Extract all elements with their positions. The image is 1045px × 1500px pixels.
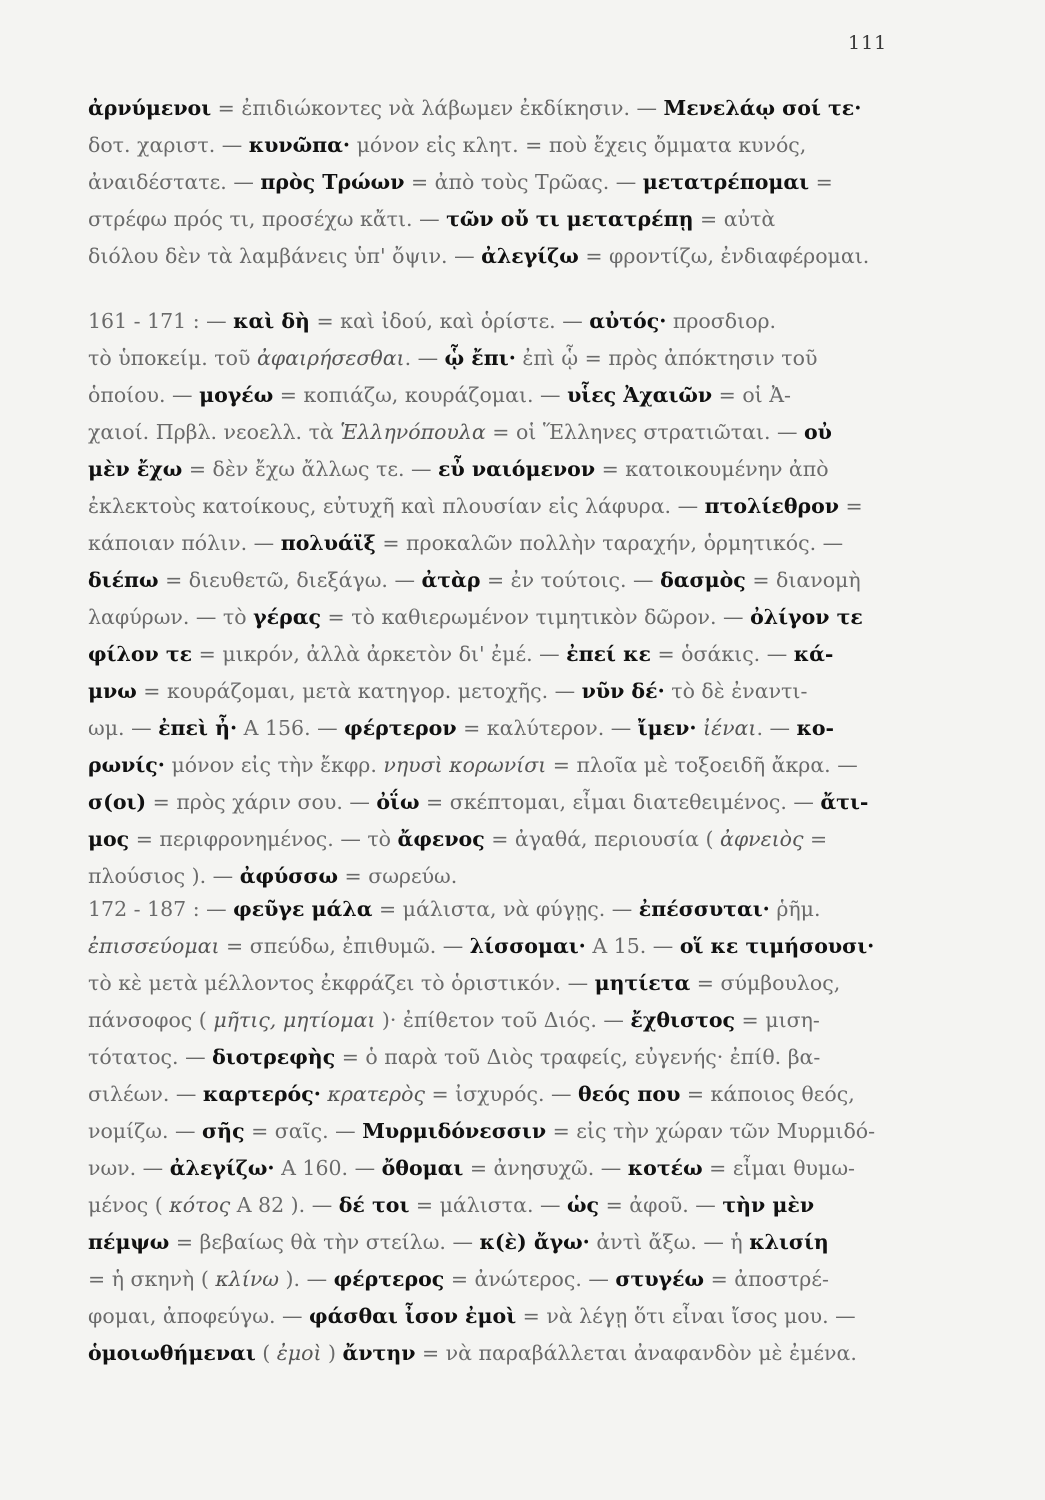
gloss-text: = κουράζομαι, μετὰ κατηγορ. μετοχῆς. — xyxy=(136,679,582,703)
lemma-term: ἐπεί κε xyxy=(566,642,651,666)
gloss-text: = xyxy=(803,827,828,851)
lemma-term: ἀτὰρ xyxy=(421,568,481,592)
gloss-text: δοτ. χαριστ. — xyxy=(88,133,249,157)
gloss-text: = πλοῖα μὲ τοξοειδῆ ἄκρα. — xyxy=(546,753,858,777)
commentary-paragraph-1 xyxy=(88,90,918,275)
gloss-text: μένος ( xyxy=(88,1193,170,1217)
text-line xyxy=(88,784,918,821)
gloss-text: = ἀποστρέ- xyxy=(704,1267,829,1291)
text-line xyxy=(88,1261,918,1298)
italic-term: ἐμοὶ xyxy=(276,1341,322,1365)
gloss-text: = δὲν ἔχω ἄλλως τε. — xyxy=(182,457,439,481)
lemma-term: κ(ὲ) ἄγω· xyxy=(479,1230,590,1254)
lemma-term: θεός που xyxy=(578,1082,681,1106)
gloss-text: = διανομὴ xyxy=(745,568,861,592)
lemma-term: φίλον τε xyxy=(88,642,193,666)
lemma-term: καρτερός· xyxy=(202,1082,321,1106)
gloss-text: = ἀφοῦ. — xyxy=(599,1193,723,1217)
gloss-text: = σκέπτομαι, εἶμαι διατεθειμένος. — xyxy=(419,790,821,814)
lemma-term: τὴν μὲν xyxy=(722,1193,815,1217)
gloss-text: = φροντίζω, ἐνδιαφέρομαι. xyxy=(578,244,870,268)
text-line xyxy=(88,1113,918,1150)
lemma-term: ὁμοιωθήμεναι xyxy=(88,1341,256,1365)
gloss-text: . — xyxy=(404,346,445,370)
lemma-term: ὀλίγον τε xyxy=(750,605,863,629)
lemma-term: πολυάϊξ xyxy=(280,531,376,555)
lemma-term: διοτρεφὴς xyxy=(212,1045,336,1069)
text-line xyxy=(88,303,918,340)
italic-term: ἀφνειὸς xyxy=(719,827,804,851)
gloss-text: = αὐτὰ xyxy=(693,207,776,231)
text-line xyxy=(88,525,918,562)
lemma-term: ἄτι- xyxy=(820,790,869,814)
gloss-text: = μιση- xyxy=(735,1008,820,1032)
lemma-term: σῆς xyxy=(202,1119,245,1143)
gloss-text: = καλύτερον. — xyxy=(456,716,638,740)
gloss-text: πάνσοφος ( xyxy=(88,1008,214,1032)
gloss-text: τὸ ὑποκείμ. τοῦ xyxy=(88,346,257,370)
gloss-text: Α 82 ). — xyxy=(230,1193,339,1217)
gloss-text: = ἰσχυρός. — xyxy=(424,1082,578,1106)
gloss-text: νων. — xyxy=(88,1156,170,1180)
gloss-text: = ἀγαθά, περιουσία ( xyxy=(484,827,720,851)
gloss-text: = ἀνησυχῶ. — xyxy=(463,1156,628,1180)
gloss-text: = νὰ λέγῃ ὅτι εἶναι ἴσος μου. — xyxy=(516,1304,856,1328)
lemma-term: αὐτός· xyxy=(589,309,667,333)
text-line xyxy=(88,928,918,965)
gloss-text: ἀναιδέστατε. — xyxy=(88,170,261,194)
gloss-text: τὸ κὲ μετὰ μέλλοντος ἐκφράζει τὸ ὁριστικόν. — xyxy=(88,971,595,995)
gloss-text: = σωρεύω. xyxy=(338,864,458,888)
gloss-text: = σαῖς. — xyxy=(244,1119,363,1143)
gloss-text: ). — xyxy=(279,1267,334,1291)
commentary-paragraph-2 xyxy=(88,303,918,895)
page-number: 111 xyxy=(848,32,888,54)
gloss-text: = ἀπὸ τοὺς Τρῶας. — xyxy=(404,170,643,194)
lemma-term: κλισίη xyxy=(749,1230,829,1254)
lemma-term: ἀρνύμενοι xyxy=(88,96,212,120)
gloss-text: = βεβαίως θὰ τὴν στείλω. — xyxy=(169,1230,480,1254)
lemma-term: ὄθομαι xyxy=(381,1156,464,1180)
lemma-term: υἷες Ἀχαιῶν xyxy=(567,383,713,407)
gloss-text: = ὁ παρὰ τοῦ Διὸς τραφείς, εὐγενής· ἐπίθ. βα- xyxy=(335,1045,821,1069)
text-line xyxy=(88,127,918,164)
lemma-term: κο- xyxy=(796,716,835,740)
lemma-term: ὡς xyxy=(567,1193,600,1217)
lemma-term: καὶ δὴ xyxy=(233,309,310,333)
gloss-text: = σύμβουλος, xyxy=(690,971,841,995)
lemma-term: πρὸς Τρώων xyxy=(260,170,405,194)
lemma-term: Μυρμιδόνεσσιν xyxy=(362,1119,547,1143)
gloss-text: ωμ. — xyxy=(88,716,159,740)
gloss-text: = εἰς τὴν χώραν τῶν Μυρμιδό- xyxy=(546,1119,876,1143)
gloss-text: Α 15. — xyxy=(585,934,680,958)
lemma-term: δασμὸς xyxy=(660,568,746,592)
lemma-term: ἄντην xyxy=(342,1341,416,1365)
text-line xyxy=(88,747,918,784)
gloss-text: χαιοί. Πρβλ. νεοελλ. τὰ xyxy=(88,420,341,444)
text-line xyxy=(88,599,918,636)
lemma-term: κοτέω xyxy=(627,1156,703,1180)
lemma-term: ἀφύσσω xyxy=(239,864,338,888)
lemma-term: κυνῶπα· xyxy=(248,133,351,157)
lemma-term: τῶν οὔ τι μετατρέπῃ xyxy=(446,207,694,231)
text-line xyxy=(88,821,918,858)
gloss-text: ῥῆμ. xyxy=(769,897,821,921)
italic-term: ἐπισσεύομαι xyxy=(88,934,220,958)
gloss-text: = προκαλῶν πολλὴν ταραχήν, ὁρμητικός. — xyxy=(375,531,844,555)
lemma-term: ἴμεν· xyxy=(637,716,697,740)
lemma-term: πτολίεθρον xyxy=(704,494,840,518)
gloss-text: = κάποιος θεός, xyxy=(680,1082,855,1106)
lemma-term: Μενελάῳ σοί τε· xyxy=(663,96,862,120)
lemma-term: ᾧ ἔπι· xyxy=(444,346,516,370)
gloss-text: = τὸ καθιερωμένον τιμητικὸν δῶρον. — xyxy=(321,605,751,629)
gloss-text: ( xyxy=(255,1341,277,1365)
text-line xyxy=(88,1224,918,1261)
italic-term: μῆτις, μητίομαι xyxy=(213,1008,376,1032)
gloss-text: = xyxy=(839,494,863,518)
text-line xyxy=(88,710,918,747)
text-line xyxy=(88,488,918,525)
lemma-term: μνω xyxy=(88,679,137,703)
lemma-term: πέμψω xyxy=(88,1230,170,1254)
gloss-text: = νὰ παραβάλλεται ἀναφανδὸν μὲ ἐμένα. xyxy=(415,1341,857,1365)
lemma-term: φεῦγε μάλα xyxy=(233,897,373,921)
lemma-term: ρωνίς· xyxy=(88,753,165,777)
commentary-paragraph-3 xyxy=(88,891,918,1372)
lemma-term: ὀΐω xyxy=(376,790,420,814)
text-line xyxy=(88,377,918,414)
lemma-term: εὖ ναιόμενον xyxy=(438,457,596,481)
gloss-text: = οἱ Ἀ- xyxy=(712,383,791,407)
text-line xyxy=(88,636,918,673)
italic-term: κλίνω xyxy=(215,1267,280,1291)
text-line xyxy=(88,858,918,895)
text-line xyxy=(88,562,918,599)
gloss-text: . — xyxy=(756,716,797,740)
gloss-text: 172 - 187 : — xyxy=(88,897,234,921)
text-line xyxy=(88,1187,918,1224)
gloss-text: = ἡ σκηνὴ ( xyxy=(88,1267,216,1291)
gloss-text: = κοπιάζω, κουράζομαι. — xyxy=(273,383,568,407)
gloss-text: 161 - 171 : — xyxy=(88,309,234,333)
gloss-text: = σπεύδω, ἐπιθυμῶ. — xyxy=(219,934,470,958)
gloss-text: = περιφρονημένος. — τὸ xyxy=(129,827,398,851)
text-line xyxy=(88,1150,918,1187)
italic-term: Ἑλληνόπουλα xyxy=(340,420,486,444)
lemma-term: κά- xyxy=(793,642,834,666)
gloss-text: ἐπὶ ᾧ = πρὸς ἀπόκτησιν τοῦ xyxy=(515,346,818,370)
gloss-text: φομαι, ἀποφεύγω. — xyxy=(88,1304,310,1328)
lemma-term: φάσθαι ἶσον ἐμοὶ xyxy=(309,1304,517,1328)
gloss-text: Α 160. — xyxy=(274,1156,382,1180)
gloss-text: ὁποίου. — xyxy=(88,383,200,407)
text-line xyxy=(88,891,918,928)
text-line xyxy=(88,340,918,377)
gloss-text: ἀντὶ ἄξω. — ἡ xyxy=(589,1230,750,1254)
italic-term: ἰέναι xyxy=(703,716,757,740)
gloss-text: ) xyxy=(321,1341,343,1365)
gloss-text: = ὁσάκις. — xyxy=(650,642,794,666)
gloss-text: κάποιαν πόλιν. — xyxy=(88,531,281,555)
gloss-text: σιλέων. — xyxy=(88,1082,203,1106)
text-line xyxy=(88,673,918,710)
gloss-text: = καὶ ἰδού, καὶ ὁρίστε. — xyxy=(309,309,590,333)
gloss-text: διόλου δὲν τὰ λαμβάνεις ὑπ' ὄψιν. — xyxy=(88,244,482,268)
text-line xyxy=(88,1039,918,1076)
gloss-text: )· ἐπίθετον τοῦ Διός. — xyxy=(375,1008,631,1032)
gloss-text: ἐκλεκτοὺς κατοίκους, εὐτυχῆ καὶ πλουσίαν εἰς λάφυρα. — xyxy=(88,494,705,518)
lemma-term: φέρτερος xyxy=(333,1267,445,1291)
text-line xyxy=(88,1298,918,1335)
lemma-term: γέρας xyxy=(253,605,322,629)
lemma-term: δέ τοι xyxy=(338,1193,410,1217)
lemma-term: ἀλεγίζω· xyxy=(169,1156,275,1180)
lemma-term: στυγέω xyxy=(615,1267,705,1291)
gloss-text: τότατος. — xyxy=(88,1045,213,1069)
lemma-term: σ(οι) xyxy=(88,790,147,814)
gloss-text: προσδιορ. xyxy=(666,309,777,333)
gloss-text: Α 156. — xyxy=(237,716,345,740)
lemma-term: φέρτερον xyxy=(344,716,457,740)
text-line xyxy=(88,1335,918,1372)
text-line xyxy=(88,1076,918,1113)
text-line xyxy=(88,90,918,127)
lemma-term: μητίετα xyxy=(594,971,691,995)
text-line xyxy=(88,965,918,1002)
italic-term: κρατερὸς xyxy=(327,1082,425,1106)
lemma-term: μος xyxy=(88,827,130,851)
text-line xyxy=(88,201,918,238)
text-line xyxy=(88,238,918,275)
lemma-term: οἵ κε τιμήσουσι· xyxy=(679,934,875,958)
gloss-text: = μάλιστα. — xyxy=(409,1193,568,1217)
lemma-term: ἄφενος xyxy=(397,827,485,851)
gloss-text: = διευθετῶ, διεξάγω. — xyxy=(158,568,422,592)
lemma-term: νῦν δέ· xyxy=(581,679,665,703)
lemma-term: μετατρέπομαι xyxy=(642,170,810,194)
italic-term: κότος xyxy=(169,1193,231,1217)
gloss-text: μόνον εἰς κλητ. = ποὺ ἔχεις ὄμματα κυνός, xyxy=(350,133,807,157)
gloss-text: = μάλιστα, νὰ φύγῃς. — xyxy=(372,897,639,921)
text-line xyxy=(88,164,918,201)
text-line xyxy=(88,451,918,488)
text-line xyxy=(88,1002,918,1039)
gloss-text: = εἶμαι θυμω- xyxy=(702,1156,855,1180)
gloss-text: λαφύρων. — τὸ xyxy=(88,605,254,629)
gloss-text: = ἐν τούτοις. — xyxy=(480,568,661,592)
gloss-text: = xyxy=(809,170,833,194)
lemma-term: ἐπεὶ ἦ· xyxy=(158,716,238,740)
lemma-term: οὐ xyxy=(804,420,832,444)
lemma-term: ἀλεγίζω xyxy=(481,244,579,268)
gloss-text: = πρὸς χάριν σου. — xyxy=(146,790,377,814)
lemma-term: διέπω xyxy=(88,568,159,592)
gloss-text: = ἀνώτερος. — xyxy=(444,1267,616,1291)
gloss-text: = κατοικουμένην ἀπὸ xyxy=(595,457,829,481)
lemma-term: μὲν ἔχω xyxy=(88,457,183,481)
gloss-text: τὸ δὲ ἐναντι- xyxy=(664,679,808,703)
text-line xyxy=(88,414,918,451)
gloss-text: πλούσιος ). — xyxy=(88,864,240,888)
lemma-term: μογέω xyxy=(199,383,274,407)
gloss-text: μόνον εἰς τὴν ἔκφρ. xyxy=(164,753,384,777)
lemma-term: ἐπέσσυται· xyxy=(638,897,770,921)
italic-term: ἀφαιρήσεσθαι xyxy=(256,346,405,370)
gloss-text: στρέφω πρός τι, προσέχω κἄτι. — xyxy=(88,207,447,231)
italic-term: νηυσὶ κορωνίσι xyxy=(383,753,547,777)
gloss-text: = μικρόν, ἀλλὰ ἀρκετὸν δι' ἐμέ. — xyxy=(192,642,567,666)
gloss-text: = οἱ Ἕλληνες στρατιῶται. — xyxy=(485,420,804,444)
lemma-term: ἔχθιστος xyxy=(630,1008,736,1032)
gloss-text: νομίζω. — xyxy=(88,1119,203,1143)
lemma-term: λίσσομαι· xyxy=(469,934,586,958)
gloss-text: = ἐπιδιώκοντες νὰ λάβωμεν ἐκδίκησιν. — xyxy=(211,96,664,120)
